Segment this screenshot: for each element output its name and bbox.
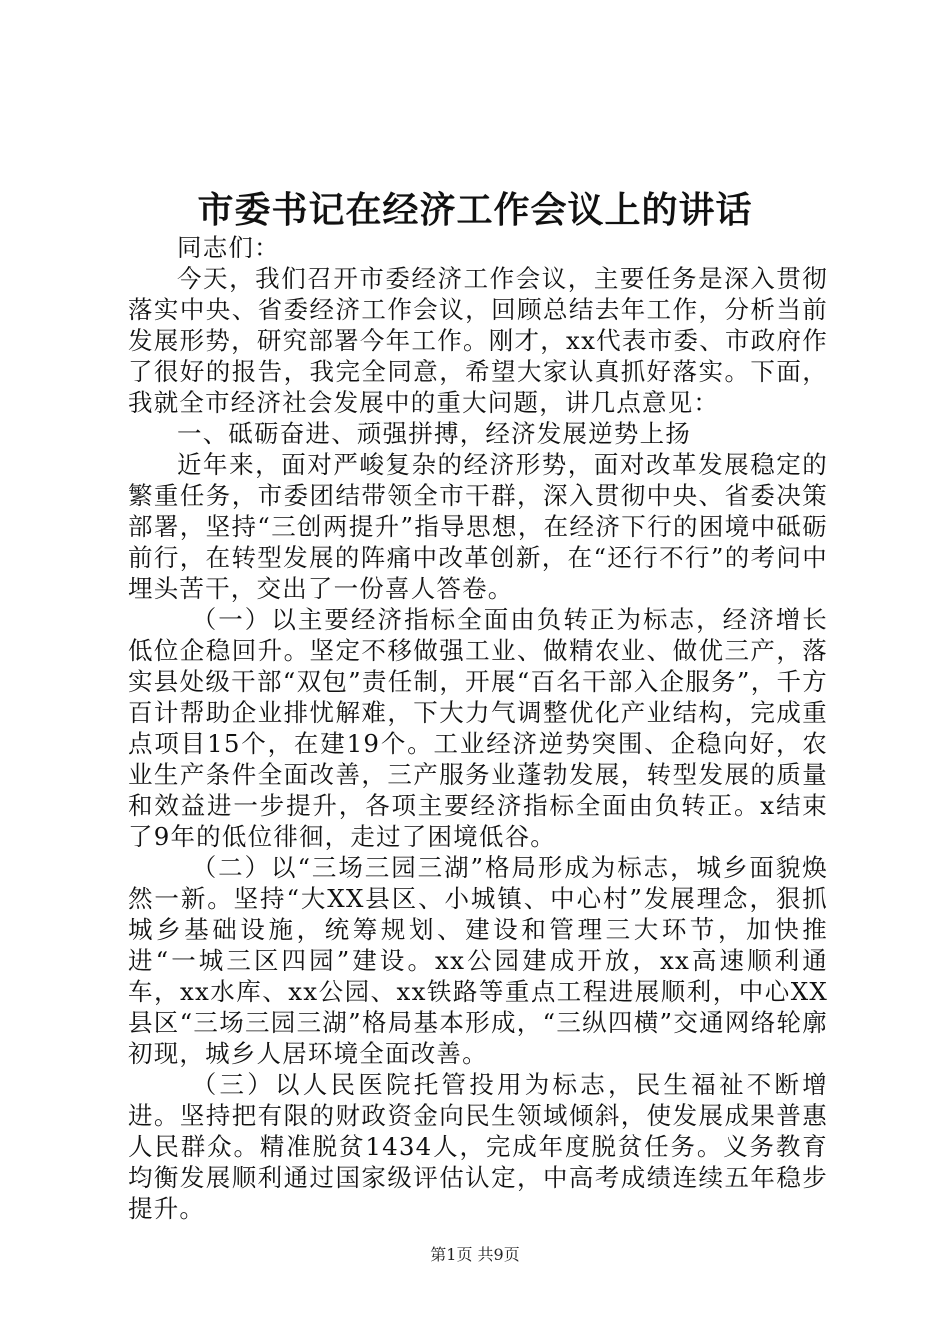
- salutation: 同志们：: [177, 233, 280, 262]
- page-number: 第1页 共9页: [430, 1245, 520, 1264]
- subsection-1-paragraph: （一）以主要经济指标全面由负转正为标志，经济增长低位企稳回升。坚定不移做强工业、做精农业、做优三产，落实县处级干部“双包”责任制，开展“百名干部入企服务”，千方百计帮助企业排忧解难，下大力气调整优化产业结构，完成重点项目15个，在建19个。工业经济逆势突围、企稳向好，农业生产条件全面改善，三产服务业蓬勃发展，转型发展的质量和效益进一步提升，各项主要经济指标全面由负转正。x结束了9年的低位徘徊，走过了困境低谷。: [128, 605, 828, 851]
- section-heading-1: 一、砥砺奋进、顽强拼搏，经济发展逆势上扬: [177, 419, 691, 448]
- intro-paragraph: 今天，我们召开市委经济工作会议，主要任务是深入贯彻落实中央、省委经济工作会议，回顾总结去年工作，分析当前发展形势，研究部署今年工作。刚才，xx代表市委、市政府作了很好的报告，我完全同意，希望大家认真抓好落实。下面，我就全市经济社会发展中的重大问题，讲几点意见：: [128, 264, 828, 417]
- document-title: 市委书记在经济工作会议上的讲话: [197, 189, 753, 231]
- section-1-paragraph: 近年来，面对严峻复杂的经济形势，面对改革发展稳定的繁重任务，市委团结带领全市干群，深入贯彻中央、省委决策部署，坚持“三创两提升”指导思想，在经济下行的困境中砥砺前行，在转型发展的阵痛中改革创新，在“还行不行”的考问中埋头苦干，交出了一份喜人答卷。: [128, 450, 828, 603]
- document-body: [128, 232, 828, 1224]
- subsection-3-paragraph: （三）以人民医院托管投用为标志，民生福祉不断增进。坚持把有限的财政资金向民生领域倾斜，使发展成果普惠人民群众。精准脱贫1434人，完成年度脱贫任务。义务教育均衡发展顺利通过国家级评估认定，中高考成绩连续五年稳步提升。: [128, 1070, 828, 1223]
- subsection-2-paragraph: （二）以“三场三园三湖”格局形成为标志，城乡面貌焕然一新。坚持“大XX县区、小城镇、中心村”发展理念，狠抓城乡基础设施，统筹规划、建设和管理三大环节，加快推进“一城三区四园”建设。xx公园建成开放，xx高速顺利通车，xx水库、xx公园、xx铁路等重点工程进展顺利，中心XX县区“三场三园三湖”格局基本形成，“三纵四横”交通网络轮廓初现，城乡人居环境全面改善。: [128, 853, 828, 1068]
